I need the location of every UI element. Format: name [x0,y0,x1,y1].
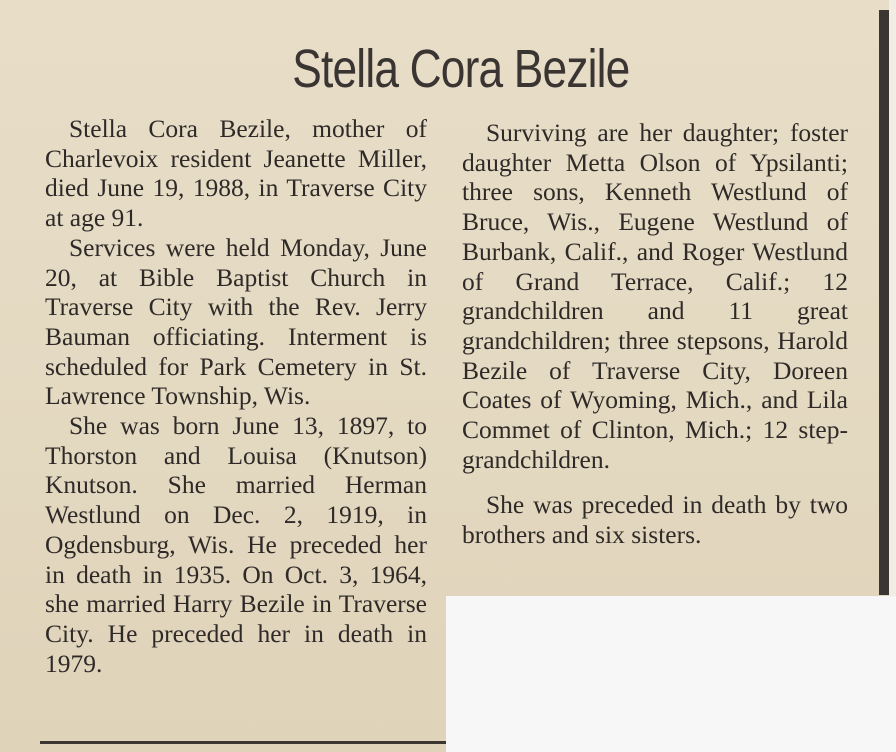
paragraph-preceded: She was preceded in death by two brothers and six sisters. [462,490,848,550]
column-rule-right [879,10,889,595]
paragraph-survivors: Surviving are her daughter; foster daughter Metta Olson of Ypsilanti; three sons, Kenneth Westlund of Bruce, Wis., Eugene Westlund of Burbank, Calif., and Roger Westlund of Grand Terrace, Calif.; 12 grandchildren and 11 great grandchildren; three stepsons, Harold Bezile of Traverse City, Doreen Coates of Wyoming, Mich., and Lila Commet of Clinton, Mich.; 12 step-grandchildren. [462,118,848,474]
left-column [45,114,427,678]
column-rule-bottom [40,741,450,744]
paragraph-services: Services were held Monday, June 20, at Bible Baptist Church in Traverse City with the Rev. Jerry Bauman officiating. Interment is scheduled for Park Cemetery in St. Lawrence Township, Wis. [45,232,427,411]
blank-area [446,596,896,752]
right-column [462,118,848,550]
obituary-headline: Stella Cora Bezile [292,39,630,99]
paragraph-biography: She was born June 13, 1897, to Thorston and Louisa (Knutson) Knutson. She married Herman Westlund on Dec. 2, 1919, in Ogdensburg, Wis. He preceded her in death in 1935. On Oct. 3, 1964, she married Harry Bezile in Traverse City. He preceded her in death in 1979. [45,411,427,678]
paragraph-death-notice: Stella Cora Bezile, mother of Charlevoix resident Jeanette Miller, died June 19, 1988, in Traverse City at age 91. [45,114,427,233]
